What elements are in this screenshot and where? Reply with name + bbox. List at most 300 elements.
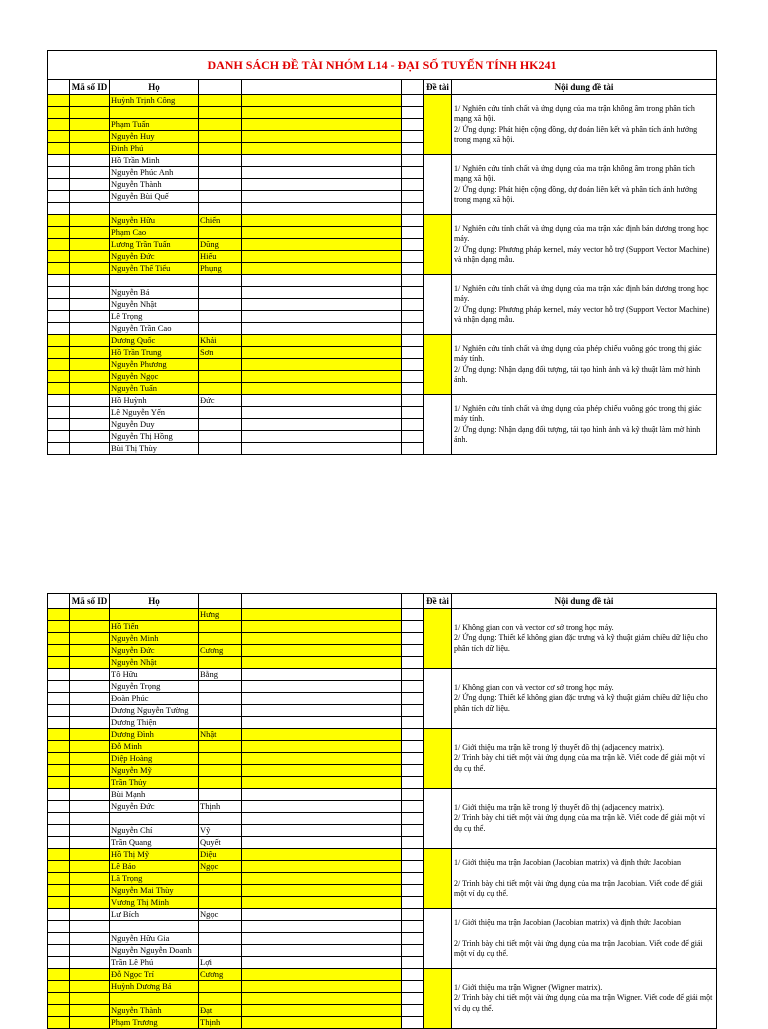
cell-student-id[interactable] (70, 705, 110, 717)
cell-blank[interactable] (402, 681, 424, 693)
cell-blank[interactable] (402, 371, 424, 383)
cell-index[interactable] (48, 155, 70, 167)
cell-index[interactable] (48, 681, 70, 693)
cell-blank[interactable] (402, 993, 424, 1005)
cell-index[interactable] (48, 359, 70, 371)
cell-given-name[interactable] (199, 741, 242, 753)
cell-blank[interactable] (402, 191, 424, 203)
cell-blank[interactable] (402, 753, 424, 765)
cell-index[interactable] (48, 299, 70, 311)
cell-index[interactable] (48, 239, 70, 251)
cell-blank[interactable] (242, 861, 402, 873)
cell-topic-content[interactable]: 1/ Giới thiệu ma trận Jacobian (Jacobian matrix) và định thức Jacobian 2/ Trình bày chi tiết một vài ứng dụng của ma trận Jacobian. Viết code để giải một ví dụ cụ thể. (452, 849, 717, 909)
cell-surname[interactable]: Nguyễn Huy (110, 131, 199, 143)
cell-student-id[interactable] (70, 95, 110, 107)
cell-topic-content[interactable]: 1/ Giới thiệu ma trận Jacobian (Jacobian matrix) và định thức Jacobian 2/ Trình bày chi tiết một vài ứng dụng của ma trận Jacobian. Viết code để giải một ví dụ cụ thể. (452, 909, 717, 969)
cell-surname[interactable]: Nguyễn Trọng (110, 681, 199, 693)
cell-surname[interactable]: Trần Thủy (110, 777, 199, 789)
cell-blank[interactable] (402, 383, 424, 395)
cell-blank[interactable] (402, 633, 424, 645)
header-cell-blank[interactable] (199, 594, 242, 609)
cell-surname[interactable]: Nguyễn Bùi Quế (110, 191, 199, 203)
cell-blank[interactable] (242, 885, 402, 897)
cell-blank[interactable] (402, 717, 424, 729)
cell-index[interactable] (48, 861, 70, 873)
cell-surname[interactable]: Nguyễn Đức (110, 801, 199, 813)
cell-blank[interactable] (402, 131, 424, 143)
cell-blank[interactable] (242, 155, 402, 167)
cell-index[interactable] (48, 657, 70, 669)
cell-surname[interactable]: Nguyễn Thị Hồng (110, 431, 199, 443)
cell-blank[interactable] (402, 251, 424, 263)
cell-topic-number[interactable] (424, 335, 452, 395)
cell-student-id[interactable] (70, 933, 110, 945)
cell-surname[interactable]: Trần Quang (110, 837, 199, 849)
cell-blank[interactable] (242, 311, 402, 323)
cell-student-id[interactable] (70, 777, 110, 789)
cell-blank[interactable] (242, 729, 402, 741)
cell-topic-content[interactable]: 1/ Giới thiệu ma trận kề trong lý thuyết đồ thị (adjacency matrix). 2/ Trình bày chi tiết một vài ứng dụng của ma trận kề. Viết code để giải một ví dụ cụ thể. (452, 789, 717, 849)
cell-surname[interactable]: Nguyễn Phúc Anh (110, 167, 199, 179)
cell-given-name[interactable] (199, 287, 242, 299)
cell-index[interactable] (48, 645, 70, 657)
cell-blank[interactable] (402, 765, 424, 777)
cell-index[interactable] (48, 777, 70, 789)
cell-given-name[interactable] (199, 633, 242, 645)
cell-blank[interactable] (242, 777, 402, 789)
cell-given-name[interactable] (199, 897, 242, 909)
cell-student-id[interactable] (70, 741, 110, 753)
cell-student-id[interactable] (70, 299, 110, 311)
cell-given-name[interactable] (199, 383, 242, 395)
cell-surname[interactable]: Huỳnh Trịnh Công (110, 95, 199, 107)
cell-index[interactable] (48, 741, 70, 753)
cell-blank[interactable] (402, 885, 424, 897)
cell-index[interactable] (48, 431, 70, 443)
cell-index[interactable] (48, 419, 70, 431)
cell-blank[interactable] (402, 837, 424, 849)
cell-index[interactable] (48, 275, 70, 287)
cell-student-id[interactable] (70, 753, 110, 765)
cell-blank[interactable] (242, 431, 402, 443)
cell-blank[interactable] (402, 801, 424, 813)
cell-index[interactable] (48, 1017, 70, 1029)
cell-blank[interactable] (242, 275, 402, 287)
cell-index[interactable] (48, 191, 70, 203)
cell-student-id[interactable] (70, 681, 110, 693)
cell-blank[interactable] (402, 215, 424, 227)
cell-blank[interactable] (242, 395, 402, 407)
cell-surname[interactable]: Nguyễn Mai Thùy (110, 885, 199, 897)
cell-index[interactable] (48, 1005, 70, 1017)
cell-index[interactable] (48, 227, 70, 239)
cell-index[interactable] (48, 179, 70, 191)
cell-student-id[interactable] (70, 275, 110, 287)
cell-given-name[interactable] (199, 885, 242, 897)
header-id[interactable]: Mã số ID (70, 80, 110, 95)
cell-blank[interactable] (242, 621, 402, 633)
cell-given-name[interactable]: Phụng (199, 263, 242, 275)
cell-student-id[interactable] (70, 179, 110, 191)
cell-blank[interactable] (402, 95, 424, 107)
cell-index[interactable] (48, 251, 70, 263)
cell-blank[interactable] (242, 443, 402, 455)
cell-blank[interactable] (242, 203, 402, 215)
cell-index[interactable] (48, 609, 70, 621)
cell-blank[interactable] (242, 981, 402, 993)
cell-topic-content[interactable]: 1/ Nghiên cứu tính chất và ứng dụng của ma trận xác định bán dương trong học máy. 2/ Ứng dụng: Phương pháp kernel, máy vector hỗ trợ (Support Vector Machine) và nhận dạng mẫu. (452, 275, 717, 335)
cell-blank[interactable] (402, 741, 424, 753)
cell-blank[interactable] (242, 957, 402, 969)
cell-index[interactable] (48, 383, 70, 395)
cell-blank[interactable] (242, 849, 402, 861)
cell-surname[interactable]: Nguyễn Hữu Gia (110, 933, 199, 945)
cell-given-name[interactable] (199, 119, 242, 131)
cell-surname[interactable] (110, 203, 199, 215)
cell-blank[interactable] (402, 849, 424, 861)
cell-blank[interactable] (402, 861, 424, 873)
cell-student-id[interactable] (70, 131, 110, 143)
cell-given-name[interactable] (199, 813, 242, 825)
cell-given-name[interactable]: Diệu (199, 849, 242, 861)
cell-blank[interactable] (402, 693, 424, 705)
cell-given-name[interactable]: Cương (199, 645, 242, 657)
cell-given-name[interactable]: Nhật (199, 729, 242, 741)
cell-topic-content[interactable]: 1/ Nghiên cứu tính chất và ứng dụng của phép chiếu vuông góc trong thị giác máy tính. 2/ Ứng dụng: Nhận dạng đối tượng, tái tạo hình ảnh và kỹ thuật làm mờ hình ảnh. (452, 395, 717, 455)
cell-surname[interactable]: Nguyễn Thành (110, 179, 199, 191)
cell-student-id[interactable] (70, 693, 110, 705)
cell-surname[interactable] (110, 813, 199, 825)
cell-given-name[interactable] (199, 95, 242, 107)
cell-blank[interactable] (242, 227, 402, 239)
cell-blank[interactable] (242, 419, 402, 431)
cell-blank[interactable] (402, 645, 424, 657)
cell-student-id[interactable] (70, 825, 110, 837)
cell-given-name[interactable] (199, 143, 242, 155)
cell-blank[interactable] (402, 359, 424, 371)
cell-topic-number[interactable] (424, 155, 452, 215)
header-id[interactable]: Mã số ID (70, 594, 110, 609)
cell-blank[interactable] (242, 167, 402, 179)
cell-surname[interactable]: Nguyễn Duy (110, 419, 199, 431)
header-cell-blank[interactable] (199, 80, 242, 95)
cell-given-name[interactable] (199, 167, 242, 179)
cell-index[interactable] (48, 957, 70, 969)
cell-blank[interactable] (402, 897, 424, 909)
cell-index[interactable] (48, 669, 70, 681)
cell-topic-number[interactable] (424, 95, 452, 155)
cell-student-id[interactable] (70, 1017, 110, 1029)
cell-surname[interactable]: Đinh Phú (110, 143, 199, 155)
cell-given-name[interactable] (199, 227, 242, 239)
cell-surname[interactable]: Nguyễn Đức (110, 251, 199, 263)
cell-blank[interactable] (242, 191, 402, 203)
cell-blank[interactable] (402, 873, 424, 885)
cell-blank[interactable] (242, 837, 402, 849)
cell-given-name[interactable] (199, 933, 242, 945)
cell-student-id[interactable] (70, 909, 110, 921)
cell-given-name[interactable] (199, 993, 242, 1005)
cell-student-id[interactable] (70, 609, 110, 621)
cell-index[interactable] (48, 215, 70, 227)
cell-blank[interactable] (242, 633, 402, 645)
cell-given-name[interactable]: Thịnh (199, 801, 242, 813)
cell-student-id[interactable] (70, 215, 110, 227)
cell-blank[interactable] (242, 119, 402, 131)
cell-index[interactable] (48, 693, 70, 705)
cell-given-name[interactable]: Chiến (199, 215, 242, 227)
cell-index[interactable] (48, 335, 70, 347)
cell-surname[interactable]: Nguyễn Bá (110, 287, 199, 299)
cell-surname[interactable]: Lê Bảo (110, 861, 199, 873)
cell-student-id[interactable] (70, 765, 110, 777)
cell-given-name[interactable]: Hưng (199, 609, 242, 621)
header-ho[interactable]: Họ (110, 80, 199, 95)
cell-surname[interactable]: Bùi Thị Thùy (110, 443, 199, 455)
cell-student-id[interactable] (70, 969, 110, 981)
cell-student-id[interactable] (70, 897, 110, 909)
cell-index[interactable] (48, 801, 70, 813)
cell-index[interactable] (48, 909, 70, 921)
cell-blank[interactable] (402, 275, 424, 287)
cell-surname[interactable]: Lư Bích (110, 909, 199, 921)
cell-given-name[interactable] (199, 705, 242, 717)
header-cell-blank[interactable] (402, 80, 424, 95)
cell-student-id[interactable] (70, 119, 110, 131)
cell-index[interactable] (48, 945, 70, 957)
cell-index[interactable] (48, 933, 70, 945)
cell-given-name[interactable]: Thịnh (199, 1017, 242, 1029)
cell-given-name[interactable]: Khải (199, 335, 242, 347)
cell-given-name[interactable]: Đức (199, 395, 242, 407)
cell-given-name[interactable]: Đạt (199, 1005, 242, 1017)
cell-given-name[interactable]: Bằng (199, 669, 242, 681)
cell-blank[interactable] (402, 203, 424, 215)
cell-blank[interactable] (242, 741, 402, 753)
cell-student-id[interactable] (70, 359, 110, 371)
cell-given-name[interactable]: Lợi (199, 957, 242, 969)
cell-student-id[interactable] (70, 311, 110, 323)
cell-blank[interactable] (242, 789, 402, 801)
cell-blank[interactable] (242, 347, 402, 359)
cell-surname[interactable]: Dương Đình (110, 729, 199, 741)
cell-blank[interactable] (242, 335, 402, 347)
cell-surname[interactable]: Hồ Trần Minh (110, 155, 199, 167)
cell-student-id[interactable] (70, 1005, 110, 1017)
cell-index[interactable] (48, 107, 70, 119)
cell-topic-number[interactable] (424, 669, 452, 729)
cell-topic-number[interactable] (424, 969, 452, 1029)
cell-index[interactable] (48, 729, 70, 741)
cell-index[interactable] (48, 633, 70, 645)
cell-surname[interactable]: Trần Lê Phú (110, 957, 199, 969)
cell-student-id[interactable] (70, 383, 110, 395)
cell-blank[interactable] (402, 155, 424, 167)
header-de-tai[interactable]: Đề tài (424, 80, 452, 95)
cell-index[interactable] (48, 395, 70, 407)
cell-given-name[interactable] (199, 621, 242, 633)
cell-blank[interactable] (242, 681, 402, 693)
cell-student-id[interactable] (70, 395, 110, 407)
cell-surname[interactable]: Dương Nguyễn Tường (110, 705, 199, 717)
cell-blank[interactable] (242, 215, 402, 227)
cell-blank[interactable] (242, 609, 402, 621)
cell-blank[interactable] (402, 969, 424, 981)
cell-index[interactable] (48, 849, 70, 861)
cell-student-id[interactable] (70, 323, 110, 335)
cell-index[interactable] (48, 287, 70, 299)
cell-index[interactable] (48, 717, 70, 729)
cell-blank[interactable] (242, 131, 402, 143)
cell-student-id[interactable] (70, 155, 110, 167)
cell-topic-content[interactable]: 1/ Nghiên cứu tính chất và ứng dụng của phép chiếu vuông góc trong thị giác máy tính. 2/ Ứng dụng: Nhận dạng đối tượng, tái tạo hình ảnh và kỹ thuật làm mờ hình ảnh. (452, 335, 717, 395)
cell-given-name[interactable] (199, 131, 242, 143)
cell-blank[interactable] (242, 383, 402, 395)
cell-blank[interactable] (402, 347, 424, 359)
cell-given-name[interactable]: Vỹ (199, 825, 242, 837)
cell-topic-number[interactable] (424, 909, 452, 969)
cell-surname[interactable]: Đỗ Minh (110, 741, 199, 753)
cell-given-name[interactable] (199, 657, 242, 669)
cell-index[interactable] (48, 143, 70, 155)
cell-given-name[interactable] (199, 359, 242, 371)
cell-surname[interactable]: Lã Trọng (110, 873, 199, 885)
cell-surname[interactable]: Nguyễn Phương (110, 359, 199, 371)
cell-blank[interactable] (242, 299, 402, 311)
cell-blank[interactable] (402, 311, 424, 323)
cell-student-id[interactable] (70, 191, 110, 203)
cell-blank[interactable] (242, 993, 402, 1005)
cell-blank[interactable] (242, 239, 402, 251)
cell-student-id[interactable] (70, 945, 110, 957)
cell-given-name[interactable] (199, 765, 242, 777)
cell-blank[interactable] (242, 705, 402, 717)
cell-blank[interactable] (402, 167, 424, 179)
cell-given-name[interactable] (199, 921, 242, 933)
cell-blank[interactable] (402, 239, 424, 251)
cell-student-id[interactable] (70, 657, 110, 669)
cell-surname[interactable] (110, 993, 199, 1005)
cell-topic-content[interactable]: 1/ Nghiên cứu tính chất và ứng dụng của ma trận xác định bán dương trong học máy. 2/ Ứng dụng: Phương pháp kernel, máy vector hỗ trợ (Support Vector Machine) và nhận dạng mẫu. (452, 215, 717, 275)
cell-surname[interactable]: Bùi Mạnh (110, 789, 199, 801)
cell-given-name[interactable] (199, 681, 242, 693)
cell-blank[interactable] (402, 287, 424, 299)
cell-blank[interactable] (242, 801, 402, 813)
cell-student-id[interactable] (70, 167, 110, 179)
cell-blank[interactable] (402, 789, 424, 801)
cell-student-id[interactable] (70, 801, 110, 813)
cell-given-name[interactable] (199, 419, 242, 431)
cell-student-id[interactable] (70, 203, 110, 215)
cell-blank[interactable] (402, 395, 424, 407)
cell-topic-content[interactable]: 1/ Giới thiệu ma trận kề trong lý thuyết đồ thị (adjacency matrix). 2/ Trình bày chi tiết một vài ứng dụng của ma trận kề. Viết code để giải một ví dụ cụ thể. (452, 729, 717, 789)
cell-index[interactable] (48, 443, 70, 455)
sheet-title[interactable]: DANH SÁCH ĐỀ TÀI NHÓM L14 - ĐẠI SỐ TUYẾN TÍNH HK241 (48, 51, 717, 80)
cell-blank[interactable] (402, 669, 424, 681)
cell-surname[interactable]: Vương Thị Minh (110, 897, 199, 909)
cell-blank[interactable] (402, 933, 424, 945)
header-cell-blank[interactable] (48, 594, 70, 609)
cell-topic-content[interactable]: 1/ Không gian con và vector cơ sở trong học máy. 2/ Ứng dụng: Thiết kế không gian đặc trưng và kỹ thuật giảm chiều dữ liệu cho phân tích dữ liệu. (452, 669, 717, 729)
cell-index[interactable] (48, 813, 70, 825)
cell-student-id[interactable] (70, 251, 110, 263)
cell-surname[interactable] (110, 107, 199, 119)
cell-blank[interactable] (242, 897, 402, 909)
cell-surname[interactable]: Nguyễn Thành (110, 1005, 199, 1017)
cell-given-name[interactable] (199, 371, 242, 383)
cell-given-name[interactable] (199, 107, 242, 119)
cell-blank[interactable] (242, 263, 402, 275)
cell-surname[interactable]: Nguyễn Thế Tiểu (110, 263, 199, 275)
cell-blank[interactable] (242, 753, 402, 765)
cell-blank[interactable] (402, 407, 424, 419)
cell-given-name[interactable] (199, 777, 242, 789)
header-cell-blank[interactable] (242, 594, 402, 609)
cell-given-name[interactable] (199, 717, 242, 729)
cell-student-id[interactable] (70, 107, 110, 119)
cell-student-id[interactable] (70, 239, 110, 251)
cell-student-id[interactable] (70, 645, 110, 657)
cell-surname[interactable] (110, 609, 199, 621)
cell-blank[interactable] (242, 765, 402, 777)
cell-blank[interactable] (242, 287, 402, 299)
cell-topic-number[interactable] (424, 849, 452, 909)
cell-student-id[interactable] (70, 347, 110, 359)
cell-given-name[interactable] (199, 693, 242, 705)
cell-surname[interactable]: Nguyễn Nguyễn Doanh (110, 945, 199, 957)
cell-blank[interactable] (402, 825, 424, 837)
cell-blank[interactable] (402, 263, 424, 275)
cell-surname[interactable]: Hồ Trần Trung (110, 347, 199, 359)
cell-blank[interactable] (402, 945, 424, 957)
cell-blank[interactable] (402, 777, 424, 789)
cell-topic-content[interactable]: 1/ Không gian con và vector cơ sở trong học máy. 2/ Ứng dụng: Thiết kế không gian đặc trưng và kỹ thuật giảm chiều dữ liệu cho phân tích dữ liệu. (452, 609, 717, 669)
cell-topic-number[interactable] (424, 789, 452, 849)
cell-given-name[interactable] (199, 753, 242, 765)
cell-index[interactable] (48, 119, 70, 131)
cell-surname[interactable]: Dương Quốc (110, 335, 199, 347)
cell-student-id[interactable] (70, 335, 110, 347)
cell-student-id[interactable] (70, 633, 110, 645)
cell-blank[interactable] (402, 119, 424, 131)
cell-student-id[interactable] (70, 789, 110, 801)
cell-blank[interactable] (402, 299, 424, 311)
cell-topic-number[interactable] (424, 275, 452, 335)
cell-index[interactable] (48, 789, 70, 801)
cell-blank[interactable] (242, 645, 402, 657)
cell-given-name[interactable] (199, 155, 242, 167)
cell-surname[interactable]: Tô Hữu (110, 669, 199, 681)
cell-index[interactable] (48, 981, 70, 993)
cell-surname[interactable]: Nguyễn Nhật (110, 657, 199, 669)
cell-student-id[interactable] (70, 419, 110, 431)
cell-index[interactable] (48, 921, 70, 933)
cell-blank[interactable] (402, 143, 424, 155)
cell-student-id[interactable] (70, 981, 110, 993)
cell-index[interactable] (48, 969, 70, 981)
cell-blank[interactable] (402, 981, 424, 993)
cell-student-id[interactable] (70, 849, 110, 861)
cell-blank[interactable] (402, 705, 424, 717)
cell-surname[interactable]: Dương Thiện (110, 717, 199, 729)
cell-blank[interactable] (402, 1005, 424, 1017)
cell-given-name[interactable] (199, 191, 242, 203)
cell-blank[interactable] (402, 621, 424, 633)
cell-blank[interactable] (242, 669, 402, 681)
cell-blank[interactable] (402, 335, 424, 347)
cell-index[interactable] (48, 167, 70, 179)
cell-topic-content[interactable]: 1/ Giới thiệu ma trận Wigner (Wigner matrix). 2/ Trình bày chi tiết một vài ứng dụng của ma trận Wigner. Viết code để giải một ví dụ cụ thể. (452, 969, 717, 1029)
